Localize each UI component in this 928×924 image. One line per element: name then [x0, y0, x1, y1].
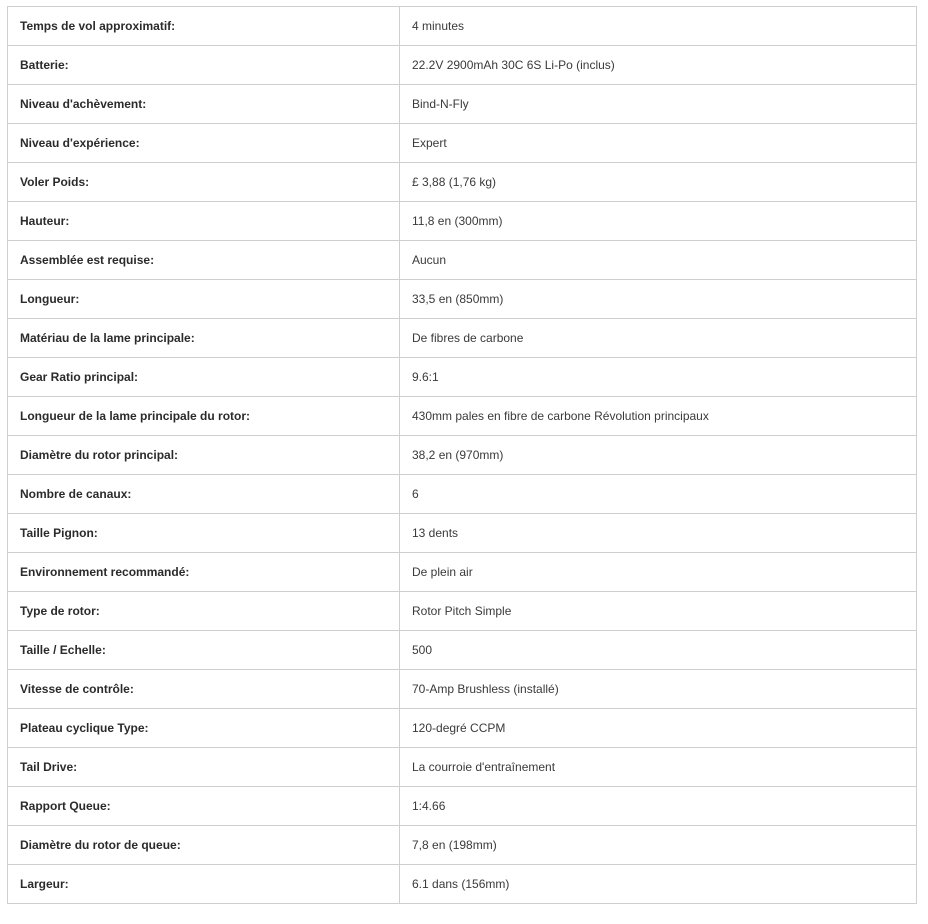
spec-label: Tail Drive:: [8, 748, 400, 787]
spec-row: [8, 280, 917, 319]
specifications-table: [7, 6, 917, 904]
spec-row: [8, 865, 917, 904]
spec-value: 9.6:1: [400, 358, 917, 397]
spec-label: Vitesse de contrôle:: [8, 670, 400, 709]
spec-row: [8, 592, 917, 631]
spec-row: [8, 553, 917, 592]
spec-label: Taille Pignon:: [8, 514, 400, 553]
spec-value: 6.1 dans (156mm): [400, 865, 917, 904]
spec-label: Hauteur:: [8, 202, 400, 241]
spec-row: [8, 709, 917, 748]
spec-row: [8, 475, 917, 514]
spec-row: [8, 163, 917, 202]
spec-label: Diamètre du rotor de queue:: [8, 826, 400, 865]
spec-label: Assemblée est requise:: [8, 241, 400, 280]
spec-label: Batterie:: [8, 46, 400, 85]
spec-value: 430mm pales en fibre de carbone Révolution principaux: [400, 397, 917, 436]
spec-row: [8, 670, 917, 709]
spec-value: 4 minutes: [400, 7, 917, 46]
spec-label: Voler Poids:: [8, 163, 400, 202]
spec-label: Type de rotor:: [8, 592, 400, 631]
spec-row: [8, 397, 917, 436]
spec-value: 13 dents: [400, 514, 917, 553]
spec-label: Diamètre du rotor principal:: [8, 436, 400, 475]
spec-label: Niveau d'achèvement:: [8, 85, 400, 124]
spec-value: 1:4.66: [400, 787, 917, 826]
spec-label: Plateau cyclique Type:: [8, 709, 400, 748]
spec-value: De plein air: [400, 553, 917, 592]
spec-row: [8, 7, 917, 46]
spec-value: 6: [400, 475, 917, 514]
spec-value: 33,5 en (850mm): [400, 280, 917, 319]
spec-row: [8, 124, 917, 163]
spec-value: De fibres de carbone: [400, 319, 917, 358]
spec-label: Environnement recommandé:: [8, 553, 400, 592]
spec-label: Matériau de la lame principale:: [8, 319, 400, 358]
spec-value: 11,8 en (300mm): [400, 202, 917, 241]
spec-row: [8, 436, 917, 475]
spec-value: Bind-N-Fly: [400, 85, 917, 124]
spec-label: Niveau d'expérience:: [8, 124, 400, 163]
spec-label: Taille / Echelle:: [8, 631, 400, 670]
spec-value: 7,8 en (198mm): [400, 826, 917, 865]
spec-label: Temps de vol approximatif:: [8, 7, 400, 46]
spec-value: 22.2V 2900mAh 30C 6S Li-Po (inclus): [400, 46, 917, 85]
spec-row: [8, 241, 917, 280]
spec-label: Rapport Queue:: [8, 787, 400, 826]
spec-value: Rotor Pitch Simple: [400, 592, 917, 631]
spec-label: Largeur:: [8, 865, 400, 904]
spec-row: [8, 319, 917, 358]
spec-value: La courroie d'entraînement: [400, 748, 917, 787]
spec-row: [8, 202, 917, 241]
spec-label: Nombre de canaux:: [8, 475, 400, 514]
spec-row: [8, 358, 917, 397]
spec-row: [8, 514, 917, 553]
spec-row: [8, 631, 917, 670]
spec-label: Longueur de la lame principale du rotor:: [8, 397, 400, 436]
spec-row: [8, 748, 917, 787]
specifications-table-body: [8, 7, 917, 904]
spec-value: 38,2 en (970mm): [400, 436, 917, 475]
spec-value: 70-Amp Brushless (installé): [400, 670, 917, 709]
spec-value: £ 3,88 (1,76 kg): [400, 163, 917, 202]
spec-label: Gear Ratio principal:: [8, 358, 400, 397]
spec-value: Expert: [400, 124, 917, 163]
spec-row: [8, 826, 917, 865]
spec-value: 120-degré CCPM: [400, 709, 917, 748]
spec-row: [8, 46, 917, 85]
spec-value: Aucun: [400, 241, 917, 280]
spec-label: Longueur:: [8, 280, 400, 319]
spec-row: [8, 85, 917, 124]
spec-value: 500: [400, 631, 917, 670]
spec-row: [8, 787, 917, 826]
